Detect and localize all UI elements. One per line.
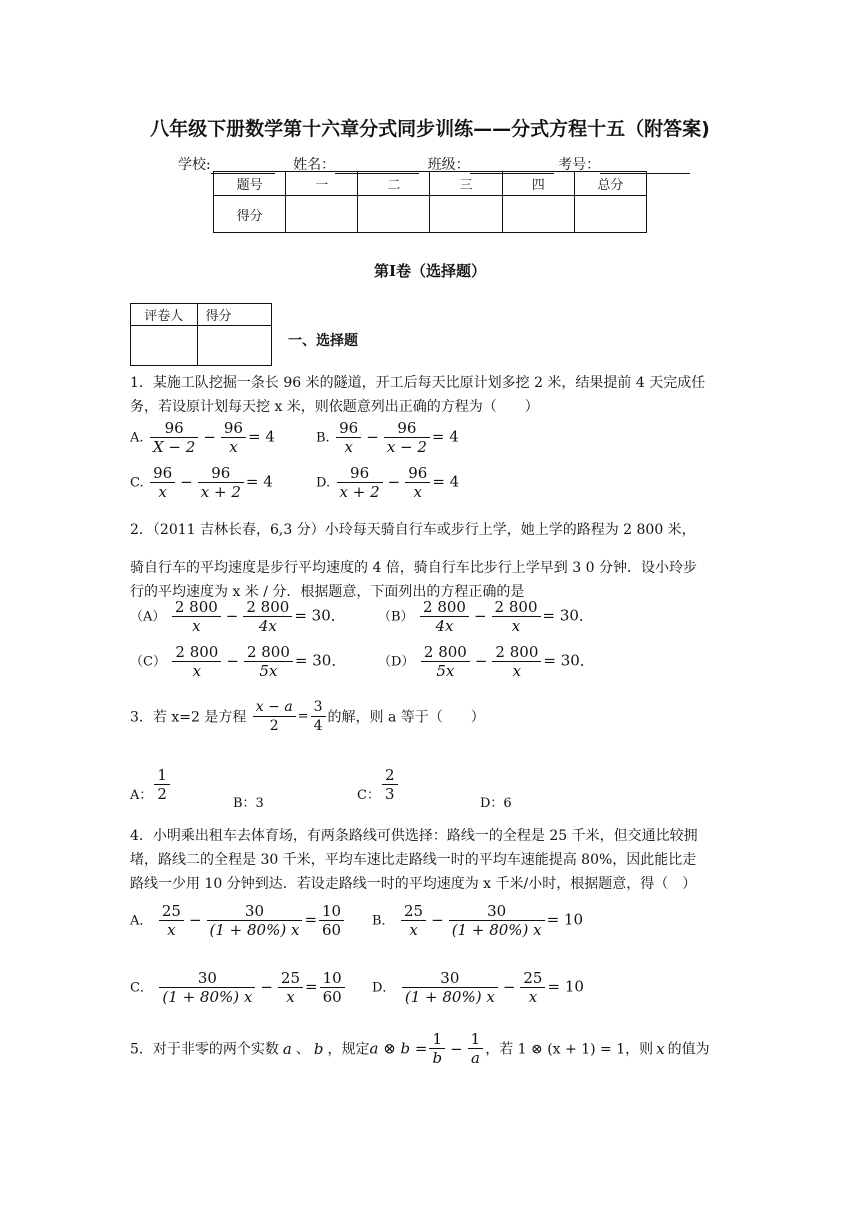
fraction: $\frac{30}{(1 + 80\%) x}$ <box>207 902 303 939</box>
option-label: C： <box>357 788 380 803</box>
fraction: $\frac{96}{x + 2}$ <box>337 464 383 501</box>
fraction: $\frac{2}{3}$ <box>382 766 398 803</box>
question-2-line: 行的平均速度为 x 米 / 分．根据题意，下面列出的方程正确的是 <box>130 584 525 600</box>
question-2-line: 骑自行车的平均速度是步行平均速度的 4 倍，骑自行车比步行上学早到 3 0 分钟．设小玲步 <box>130 560 697 576</box>
question-3-option-a[interactable] <box>130 766 172 803</box>
question-3-option-c[interactable] <box>357 766 400 803</box>
option-label: C. <box>130 475 144 491</box>
fraction: $\frac{10}{60}$ <box>320 969 345 1006</box>
fraction: $\frac{2 800}{4x}$ <box>243 598 292 635</box>
fraction: $\frac{30}{(1 + 80\%) x}$ <box>402 969 498 1006</box>
score-cell[interactable] <box>430 196 502 233</box>
option-label: D. <box>316 475 331 491</box>
fraction: $\frac{96}{x}$ <box>336 419 361 456</box>
fraction: $\frac{3}{4}$ <box>311 698 326 735</box>
option-label: B. <box>316 430 330 446</box>
fraction: $\frac{30}{(1 + 80\%) x}$ <box>449 902 545 939</box>
grader-label: 评卷人 <box>131 304 198 326</box>
fraction: $\frac{1}{b}$ <box>429 1030 445 1067</box>
question-1-option-c[interactable]: C. $\frac{96}{x}$ − $\frac{96}{x + 2}$ = 4 <box>130 464 273 501</box>
question-2-option-c[interactable]: （C） $\frac{2 800}{x}$ − $\frac{2 800}{5x}$ = 30． <box>130 643 347 680</box>
grader-table <box>130 303 272 366</box>
fraction: $\frac{30}{(1 + 80\%) x}$ <box>159 969 255 1006</box>
question-4-option-d[interactable]: D． $\frac{30}{(1 + 80\%) x}$ − $\frac{25}{x}$ = 10 <box>372 969 584 1006</box>
fraction: $\frac{96}{x}$ <box>221 419 246 456</box>
score-header: 三 <box>430 172 502 196</box>
score-header: 四 <box>502 172 574 196</box>
fraction: $\frac{2 800}{x}$ <box>492 598 541 635</box>
question-3-stem: 3．若 x=2 是方程 $\frac{x - a}{2}$ = $\frac{3}{4}$ 的解，则 a 等于（ ） <box>130 699 485 734</box>
score-cell[interactable] <box>358 196 430 233</box>
question-4-option-c[interactable]: C． $\frac{30}{(1 + 80\%) x}$ − $\frac{25}{x}$ = $\frac{10}{60}$ <box>130 969 347 1006</box>
question-4-stem <box>130 824 750 896</box>
question-1-option-d[interactable]: D. $\frac{96}{x + 2}$ − $\frac{96}{x}$ = 4 <box>316 464 460 501</box>
question-4-line: 路线一少用 10 分钟到达．若设走路线一时的平均速度为 x 千米/小时，根据题意，得（ ） <box>130 876 697 892</box>
score-cell[interactable] <box>286 196 358 233</box>
question-1-line: 务，若设原计划每天挖 x 米，则依题意列出正确的方程为（ ） <box>130 399 539 415</box>
score-header: 总分 <box>574 172 646 196</box>
fraction: $\frac{2 800}{5x}$ <box>421 643 470 680</box>
score-table <box>213 171 647 233</box>
class-label: 班级： <box>427 157 470 173</box>
fraction: $\frac{25}{x}$ <box>159 902 184 939</box>
score-header: 二 <box>358 172 430 196</box>
score-header: 一 <box>286 172 358 196</box>
question-2-stem <box>130 518 740 604</box>
grader-score-label: 得分 <box>197 304 272 326</box>
grader-cell[interactable] <box>131 326 198 366</box>
option-label: （C） <box>130 654 166 670</box>
option-label: D：6 <box>480 796 512 811</box>
option-label: A. <box>130 430 144 446</box>
option-label: （D） <box>378 654 415 670</box>
option-label: C． <box>130 980 153 996</box>
fraction: $\frac{96}{X - 2}$ <box>150 419 198 456</box>
question-2-option-d[interactable]: （D） $\frac{2 800}{5x}$ − $\frac{2 800}{x}$ = 30． <box>378 643 595 680</box>
fraction: $\frac{25}{x}$ <box>401 902 426 939</box>
school-label: 学校: <box>178 157 211 173</box>
fraction: $\frac{2 800}{5x}$ <box>244 643 293 680</box>
question-1-stem <box>130 371 730 419</box>
fraction: $\frac{1}{a}$ <box>468 1030 484 1067</box>
option-label: D． <box>372 980 396 996</box>
question-4-option-b[interactable]: B． $\frac{25}{x}$ − $\frac{30}{(1 + 80\%) x}$ = 10 <box>372 902 584 939</box>
fraction: $\frac{96}{x - 2}$ <box>384 419 430 456</box>
option-label: （A） <box>130 609 166 625</box>
option-label: A： <box>130 788 153 803</box>
fraction: $\frac{10}{60}$ <box>319 902 344 939</box>
question-4-line: 4．小明乘出租车去体育场，有两条路线可供选择：路线一的全程是 25 千米，但交通比较拥 <box>130 828 698 844</box>
fraction: $\frac{96}{x}$ <box>150 464 175 501</box>
question-1-option-b[interactable]: B. $\frac{96}{x}$ − $\frac{96}{x - 2}$ = 4 <box>316 419 459 456</box>
score-header: 题号 <box>214 172 286 196</box>
question-2-line: 2．（2011 吉林长春，6,3 分）小玲每天骑自行车或步行上学，她上学的路程为 2 800 米， <box>130 522 696 538</box>
section-heading: 一、选择题 <box>288 333 358 349</box>
question-4-line: 堵，路线二的全程是 30 千米，平均车速比走路线一时的平均车速能提高 80%，因此能比走 <box>130 852 697 868</box>
fraction: $\frac{2 800}{x}$ <box>492 643 541 680</box>
option-label: A． <box>130 913 153 929</box>
option-label: （B） <box>378 609 414 625</box>
question-1-option-a[interactable]: A. $\frac{96}{X - 2}$ − $\frac{96}{x}$ = 4 <box>130 419 275 456</box>
fraction: $\frac{2 800}{4x}$ <box>420 598 469 635</box>
question-5-stem: 5．对于非零的两个实数 a 、 b ，规定a ⊗ b = $\frac{1}{b}$ − $\frac{1}{a}$ ，若 1 ⊗ (x + 1) = 1，则 x 的值为 <box>130 1030 710 1067</box>
volume-title: 第Ⅰ卷（选择题） <box>373 262 487 280</box>
page-title: 八年级下册数学第十六章分式同步训练——分式方程十五（附答案) <box>150 118 710 140</box>
question-3-option-b[interactable] <box>233 792 264 811</box>
fraction: $\frac{96}{x}$ <box>405 464 430 501</box>
score-row-label: 得分 <box>214 196 286 233</box>
question-1-line: 1．某施工队挖掘一条长 96 米的隧道，开工后每天比原计划多挖 2 米，结果提前 4 天完成任 <box>130 375 706 391</box>
question-2-option-b[interactable]: （B） $\frac{2 800}{4x}$ − $\frac{2 800}{x}$ = 30． <box>378 598 594 635</box>
grader-score-cell[interactable] <box>197 326 272 366</box>
fraction: $\frac{96}{x + 2}$ <box>198 464 244 501</box>
fraction: $\frac{1}{2}$ <box>154 766 170 803</box>
fraction: $\frac{25}{x}$ <box>278 969 303 1006</box>
option-label: B：3 <box>233 796 264 811</box>
fraction: $\frac{25}{x}$ <box>520 969 545 1006</box>
fraction: $\frac{2 800}{x}$ <box>172 598 221 635</box>
exam-no-label: 考号： <box>558 157 601 173</box>
option-label: B． <box>372 913 395 929</box>
question-3-option-d[interactable] <box>480 792 512 811</box>
fraction: $\frac{2 800}{x}$ <box>172 643 221 680</box>
question-4-option-a[interactable]: A． $\frac{25}{x}$ − $\frac{30}{(1 + 80\%) x}$ = $\frac{10}{60}$ <box>130 902 346 939</box>
question-2-option-a[interactable]: （A） $\frac{2 800}{x}$ − $\frac{2 800}{4x}$ = 30． <box>130 598 346 635</box>
name-label: 姓名： <box>293 157 336 173</box>
fraction: $\frac{x - a}{2}$ <box>253 698 296 735</box>
score-cell[interactable] <box>574 196 646 233</box>
score-cell[interactable] <box>502 196 574 233</box>
